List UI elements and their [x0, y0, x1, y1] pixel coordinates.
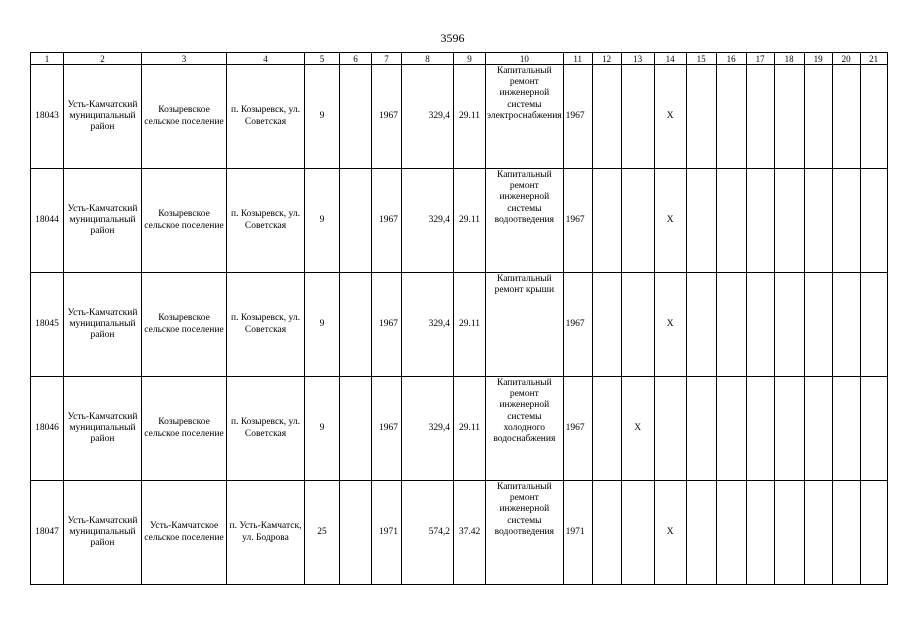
column-number: 12: [592, 53, 621, 65]
cell-col-15: [686, 481, 716, 585]
settlement: Козыревское сельское поселение: [142, 169, 227, 273]
cell-col-12: [592, 169, 621, 273]
mark-col-13: [621, 169, 654, 273]
column-number: 11: [563, 53, 592, 65]
cell-col-20: [832, 169, 860, 273]
address: п. Козыревск, ул. Советская: [227, 169, 305, 273]
cell-col-19: [804, 65, 832, 169]
cell-col-19: [804, 377, 832, 481]
cell-col-20: [832, 481, 860, 585]
settlement: Козыревское сельское поселение: [142, 273, 227, 377]
cost: 29.11: [454, 377, 486, 481]
cost: 29.11: [454, 273, 486, 377]
cell-col-15: [686, 273, 716, 377]
work-type: Капитальный ремонт инженерной системы водоотведения: [486, 169, 564, 273]
cell-col-16: [716, 169, 746, 273]
area: 329,4: [402, 377, 454, 481]
mark-col-14: Х: [654, 65, 686, 169]
column-number: 4: [227, 53, 305, 65]
cell-col-15: [686, 169, 716, 273]
column-number: 21: [860, 53, 887, 65]
record-number: 18046: [31, 377, 64, 481]
cost: 29.11: [454, 169, 486, 273]
area: 329,4: [402, 65, 454, 169]
year-commissioned: 1967: [563, 169, 592, 273]
work-type: Капитальный ремонт инженерной системы холодного водоснабжения: [486, 377, 564, 481]
area: 329,4: [402, 273, 454, 377]
year-built: 1967: [372, 65, 402, 169]
cell-col-21: [860, 65, 887, 169]
cell-col-19: [804, 273, 832, 377]
column-number: 13: [621, 53, 654, 65]
mark-col-14: [654, 377, 686, 481]
area: 329,4: [402, 169, 454, 273]
cell-col-16: [716, 273, 746, 377]
floors-count: 9: [305, 65, 340, 169]
cell-col-21: [860, 169, 887, 273]
table-row: [31, 273, 888, 377]
settlement: Козыревское сельское поселение: [142, 377, 227, 481]
mark-col-13: [621, 65, 654, 169]
cell-col-18: [774, 169, 804, 273]
address: п. Козыревск, ул. Советская: [227, 65, 305, 169]
year-commissioned: 1967: [563, 273, 592, 377]
year-commissioned: 1967: [563, 377, 592, 481]
record-number: 18047: [31, 481, 64, 585]
cell-col-19: [804, 169, 832, 273]
table-row: [31, 169, 888, 273]
mark-col-13: [621, 481, 654, 585]
municipal-district: Усть-Камчатский муниципальный район: [64, 377, 142, 481]
cell-col-21: [860, 273, 887, 377]
year-built: 1971: [372, 481, 402, 585]
record-number: 18043: [31, 65, 64, 169]
work-type: Капитальный ремонт инженерной системы электроснабжения: [486, 65, 564, 169]
table-row: [31, 65, 888, 169]
address: п. Козыревск, ул. Советская: [227, 377, 305, 481]
year-commissioned: 1971: [563, 481, 592, 585]
mark-col-14: Х: [654, 169, 686, 273]
column-number: 10: [486, 53, 564, 65]
municipal-district: Усть-Камчатский муниципальный район: [64, 273, 142, 377]
column-number-row: [31, 53, 888, 65]
cell-col-20: [832, 377, 860, 481]
area: 574,2: [402, 481, 454, 585]
page-number: 3596: [440, 31, 465, 45]
cell-col-18: [774, 65, 804, 169]
cell-col-12: [592, 65, 621, 169]
cell-col-16: [716, 65, 746, 169]
column-number: 9: [454, 53, 486, 65]
floors-count: 25: [305, 481, 340, 585]
municipal-district: Усть-Камчатский муниципальный район: [64, 481, 142, 585]
cell-col-21: [860, 481, 887, 585]
work-type: Капитальный ремонт инженерной системы водоотведения: [486, 481, 564, 585]
municipal-district: Усть-Камчатский муниципальный район: [64, 65, 142, 169]
column-number: 17: [746, 53, 774, 65]
cell-col-18: [774, 481, 804, 585]
column-number: 19: [804, 53, 832, 65]
floors-count: 9: [305, 273, 340, 377]
column-number: 6: [340, 53, 372, 65]
cell-col-16: [716, 377, 746, 481]
column-number: 7: [372, 53, 402, 65]
cell-col-12: [592, 481, 621, 585]
register-table: [30, 52, 888, 585]
column-number: 18: [774, 53, 804, 65]
mark-col-14: Х: [654, 481, 686, 585]
cell-col-12: [592, 377, 621, 481]
mark-col-13: Х: [621, 377, 654, 481]
cell-col-12: [592, 273, 621, 377]
column-number: 3: [142, 53, 227, 65]
column-number: 15: [686, 53, 716, 65]
column-number: 16: [716, 53, 746, 65]
year-commissioned: 1967: [563, 65, 592, 169]
cell-col-17: [746, 169, 774, 273]
cell-col-15: [686, 377, 716, 481]
column-number: 8: [402, 53, 454, 65]
address: п. Козыревск, ул. Советская: [227, 273, 305, 377]
cost: 29.11: [454, 65, 486, 169]
cell-col-6: [340, 377, 372, 481]
table-row: [31, 377, 888, 481]
column-number: 1: [31, 53, 64, 65]
cell-col-17: [746, 377, 774, 481]
cell-col-17: [746, 273, 774, 377]
floors-count: 9: [305, 169, 340, 273]
cell-col-16: [716, 481, 746, 585]
settlement: Усть-Камчатское сельское поселение: [142, 481, 227, 585]
cell-col-15: [686, 65, 716, 169]
settlement: Козыревское сельское поселение: [142, 65, 227, 169]
cell-col-17: [746, 481, 774, 585]
record-number: 18044: [31, 169, 64, 273]
cell-col-18: [774, 377, 804, 481]
work-type: Капитальный ремонт крыши: [486, 273, 564, 377]
floors-count: 9: [305, 377, 340, 481]
cell-col-18: [774, 273, 804, 377]
cell-col-20: [832, 273, 860, 377]
table-row: [31, 481, 888, 585]
column-number: 5: [305, 53, 340, 65]
cell-col-17: [746, 65, 774, 169]
address: п. Усть-Камчатск, ул. Бодрова: [227, 481, 305, 585]
year-built: 1967: [372, 377, 402, 481]
cell-col-6: [340, 169, 372, 273]
column-number: 20: [832, 53, 860, 65]
cell-col-6: [340, 481, 372, 585]
cell-col-19: [804, 481, 832, 585]
cell-col-21: [860, 377, 887, 481]
mark-col-13: [621, 273, 654, 377]
cost: 37.42: [454, 481, 486, 585]
column-number: 2: [64, 53, 142, 65]
mark-col-14: Х: [654, 273, 686, 377]
record-number: 18045: [31, 273, 64, 377]
cell-col-6: [340, 273, 372, 377]
year-built: 1967: [372, 273, 402, 377]
cell-col-6: [340, 65, 372, 169]
year-built: 1967: [372, 169, 402, 273]
municipal-district: Усть-Камчатский муниципальный район: [64, 169, 142, 273]
column-number: 14: [654, 53, 686, 65]
cell-col-20: [832, 65, 860, 169]
